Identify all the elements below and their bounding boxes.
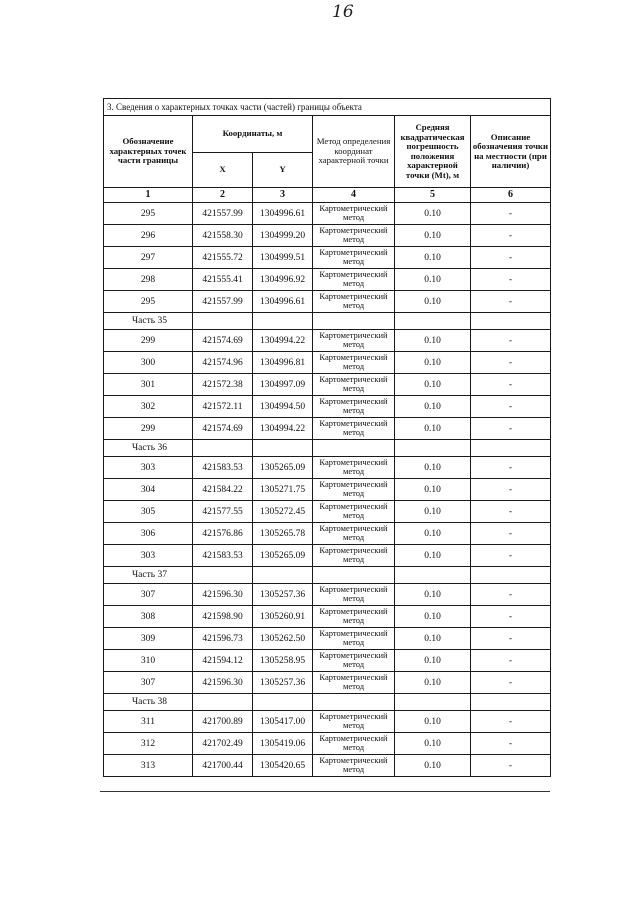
y-cell: 1304996.92 (253, 269, 313, 291)
x-cell: 421572.38 (193, 374, 253, 396)
error-cell: 0.10 (395, 396, 471, 418)
empty-cell (471, 440, 551, 457)
empty-cell (313, 440, 395, 457)
description-cell: - (471, 628, 551, 650)
x-cell: 421583.53 (193, 457, 253, 479)
table-row (104, 523, 551, 545)
point-cell: 298 (104, 269, 193, 291)
point-cell: 299 (104, 330, 193, 352)
empty-cell (193, 313, 253, 330)
y-cell: 1305262.50 (253, 628, 313, 650)
description-cell: - (471, 374, 551, 396)
method-cell: Картометрический метод (313, 628, 395, 650)
empty-cell (193, 440, 253, 457)
x-cell: 421555.72 (193, 247, 253, 269)
point-cell: 303 (104, 545, 193, 567)
header-x: X (193, 153, 253, 188)
method-cell: Картометрический метод (313, 247, 395, 269)
part-label: Часть 37 (104, 567, 193, 584)
method-cell: Картометрический метод (313, 650, 395, 672)
error-cell: 0.10 (395, 247, 471, 269)
part-header-row (104, 567, 551, 584)
table-body (104, 99, 551, 777)
y-cell: 1305265.09 (253, 545, 313, 567)
part-label: Часть 36 (104, 440, 193, 457)
x-cell: 421574.69 (193, 330, 253, 352)
table-row (104, 269, 551, 291)
empty-cell (193, 694, 253, 711)
table-row (104, 755, 551, 777)
point-cell: 299 (104, 418, 193, 440)
y-cell: 1304994.22 (253, 330, 313, 352)
empty-cell (313, 313, 395, 330)
point-cell: 311 (104, 711, 193, 733)
x-cell: 421574.69 (193, 418, 253, 440)
method-cell: Картометрический метод (313, 330, 395, 352)
table-row (104, 650, 551, 672)
x-cell: 421555.41 (193, 269, 253, 291)
section-title: 3. Сведения о характерных точках части (частей) границы объекта (104, 99, 551, 116)
x-cell: 421598.90 (193, 606, 253, 628)
table-row (104, 330, 551, 352)
header-method: Метод определения координат характерной точки (313, 116, 395, 188)
description-cell: - (471, 672, 551, 694)
error-cell: 0.10 (395, 545, 471, 567)
error-cell: 0.10 (395, 501, 471, 523)
method-cell: Картометрический метод (313, 523, 395, 545)
error-cell: 0.10 (395, 203, 471, 225)
point-cell: 300 (104, 352, 193, 374)
error-cell: 0.10 (395, 606, 471, 628)
y-cell: 1304999.51 (253, 247, 313, 269)
point-cell: 308 (104, 606, 193, 628)
method-cell: Картометрический метод (313, 479, 395, 501)
description-cell: - (471, 501, 551, 523)
error-cell: 0.10 (395, 330, 471, 352)
x-cell: 421583.53 (193, 545, 253, 567)
table-row (104, 203, 551, 225)
column-number: 1 (104, 188, 193, 203)
error-cell: 0.10 (395, 479, 471, 501)
method-cell: Картометрический метод (313, 374, 395, 396)
error-cell: 0.10 (395, 650, 471, 672)
x-cell: 421702.49 (193, 733, 253, 755)
description-cell: - (471, 330, 551, 352)
boundary-points-table (103, 98, 551, 777)
y-cell: 1305417.00 (253, 711, 313, 733)
error-cell: 0.10 (395, 352, 471, 374)
part-header-row (104, 440, 551, 457)
empty-cell (471, 694, 551, 711)
section-title-row (104, 99, 551, 116)
table-row (104, 733, 551, 755)
y-cell: 1304997.09 (253, 374, 313, 396)
empty-cell (313, 694, 395, 711)
table-row (104, 352, 551, 374)
empty-cell (395, 694, 471, 711)
description-cell: - (471, 225, 551, 247)
y-cell: 1305257.36 (253, 584, 313, 606)
x-cell: 421596.30 (193, 672, 253, 694)
error-cell: 0.10 (395, 711, 471, 733)
description-cell: - (471, 733, 551, 755)
empty-cell (395, 567, 471, 584)
method-cell: Картометрический метод (313, 396, 395, 418)
method-cell: Картометрический метод (313, 269, 395, 291)
description-cell: - (471, 755, 551, 777)
column-number: 4 (313, 188, 395, 203)
point-cell: 295 (104, 291, 193, 313)
error-cell: 0.10 (395, 374, 471, 396)
description-cell: - (471, 711, 551, 733)
error-cell: 0.10 (395, 755, 471, 777)
x-cell: 421700.89 (193, 711, 253, 733)
method-cell: Картометрический метод (313, 418, 395, 440)
table-row (104, 672, 551, 694)
error-cell: 0.10 (395, 457, 471, 479)
error-cell: 0.10 (395, 269, 471, 291)
y-cell: 1305419.06 (253, 733, 313, 755)
description-cell: - (471, 203, 551, 225)
empty-cell (471, 313, 551, 330)
point-cell: 312 (104, 733, 193, 755)
description-cell: - (471, 247, 551, 269)
y-cell: 1304994.50 (253, 396, 313, 418)
empty-cell (253, 313, 313, 330)
table-row (104, 545, 551, 567)
empty-cell (193, 567, 253, 584)
method-cell: Картометрический метод (313, 291, 395, 313)
header-coordinates: Координаты, м (193, 116, 313, 153)
method-cell: Картометрический метод (313, 584, 395, 606)
column-numbers-row (104, 188, 551, 203)
x-cell: 421576.86 (193, 523, 253, 545)
x-cell: 421577.55 (193, 501, 253, 523)
empty-cell (253, 567, 313, 584)
x-cell: 421572.11 (193, 396, 253, 418)
empty-cell (395, 313, 471, 330)
error-cell: 0.10 (395, 418, 471, 440)
y-cell: 1305420.65 (253, 755, 313, 777)
description-cell: - (471, 650, 551, 672)
description-cell: - (471, 523, 551, 545)
table-row (104, 711, 551, 733)
point-cell: 306 (104, 523, 193, 545)
error-cell: 0.10 (395, 628, 471, 650)
point-cell: 303 (104, 457, 193, 479)
point-cell: 302 (104, 396, 193, 418)
table-row (104, 418, 551, 440)
description-cell: - (471, 457, 551, 479)
description-cell: - (471, 396, 551, 418)
table-row (104, 457, 551, 479)
description-cell: - (471, 269, 551, 291)
header-designation: Обозначение характерных точек части границы (104, 116, 193, 188)
table-row (104, 501, 551, 523)
error-cell: 0.10 (395, 733, 471, 755)
y-cell: 1304999.20 (253, 225, 313, 247)
error-cell: 0.10 (395, 584, 471, 606)
table-row (104, 584, 551, 606)
part-label: Часть 35 (104, 313, 193, 330)
x-cell: 421700.44 (193, 755, 253, 777)
y-cell: 1304996.61 (253, 203, 313, 225)
empty-cell (253, 440, 313, 457)
column-number: 2 (193, 188, 253, 203)
y-cell: 1305258.95 (253, 650, 313, 672)
point-cell: 304 (104, 479, 193, 501)
column-number: 5 (395, 188, 471, 203)
page-number: 16 (332, 2, 354, 22)
point-cell: 297 (104, 247, 193, 269)
column-number: 3 (253, 188, 313, 203)
bottom-rule (100, 791, 550, 792)
y-cell: 1305272.45 (253, 501, 313, 523)
method-cell: Картометрический метод (313, 225, 395, 247)
table-row (104, 225, 551, 247)
table-row (104, 374, 551, 396)
table-row (104, 247, 551, 269)
method-cell: Картометрический метод (313, 672, 395, 694)
point-cell: 307 (104, 584, 193, 606)
method-cell: Картометрический метод (313, 606, 395, 628)
x-cell: 421557.99 (193, 203, 253, 225)
empty-cell (471, 567, 551, 584)
method-cell: Картометрический метод (313, 733, 395, 755)
part-header-row (104, 313, 551, 330)
table-row (104, 606, 551, 628)
method-cell: Картометрический метод (313, 755, 395, 777)
header-row (104, 116, 551, 153)
method-cell: Картометрический метод (313, 501, 395, 523)
y-cell: 1304996.81 (253, 352, 313, 374)
x-cell: 421584.22 (193, 479, 253, 501)
point-cell: 305 (104, 501, 193, 523)
table-row (104, 396, 551, 418)
method-cell: Картометрический метод (313, 545, 395, 567)
y-cell: 1305265.09 (253, 457, 313, 479)
header-y: Y (253, 153, 313, 188)
point-cell: 313 (104, 755, 193, 777)
header-error: Средняя квадратическая погрешность положения характерной точки (Mt), м (395, 116, 471, 188)
description-cell: - (471, 291, 551, 313)
description-cell: - (471, 418, 551, 440)
x-cell: 421596.73 (193, 628, 253, 650)
empty-cell (313, 567, 395, 584)
description-cell: - (471, 352, 551, 374)
description-cell: - (471, 545, 551, 567)
y-cell: 1304996.61 (253, 291, 313, 313)
y-cell: 1304994.22 (253, 418, 313, 440)
table-row (104, 479, 551, 501)
table-row (104, 628, 551, 650)
y-cell: 1305265.78 (253, 523, 313, 545)
y-cell: 1305271.75 (253, 479, 313, 501)
error-cell: 0.10 (395, 523, 471, 545)
method-cell: Картометрический метод (313, 352, 395, 374)
point-cell: 309 (104, 628, 193, 650)
x-cell: 421574.96 (193, 352, 253, 374)
point-cell: 296 (104, 225, 193, 247)
description-cell: - (471, 606, 551, 628)
x-cell: 421596.30 (193, 584, 253, 606)
point-cell: 307 (104, 672, 193, 694)
column-number: 6 (471, 188, 551, 203)
part-header-row (104, 694, 551, 711)
point-cell: 310 (104, 650, 193, 672)
method-cell: Картометрический метод (313, 203, 395, 225)
point-cell: 295 (104, 203, 193, 225)
empty-cell (395, 440, 471, 457)
y-cell: 1305260.91 (253, 606, 313, 628)
x-cell: 421594.12 (193, 650, 253, 672)
error-cell: 0.10 (395, 225, 471, 247)
table-row (104, 291, 551, 313)
point-cell: 301 (104, 374, 193, 396)
error-cell: 0.10 (395, 291, 471, 313)
error-cell: 0.10 (395, 672, 471, 694)
description-cell: - (471, 584, 551, 606)
part-label: Часть 38 (104, 694, 193, 711)
y-cell: 1305257.36 (253, 672, 313, 694)
x-cell: 421557.99 (193, 291, 253, 313)
empty-cell (253, 694, 313, 711)
header-description: Описание обозначения точки на местности (при наличии) (471, 116, 551, 188)
method-cell: Картометрический метод (313, 457, 395, 479)
method-cell: Картометрический метод (313, 711, 395, 733)
description-cell: - (471, 479, 551, 501)
x-cell: 421558.30 (193, 225, 253, 247)
